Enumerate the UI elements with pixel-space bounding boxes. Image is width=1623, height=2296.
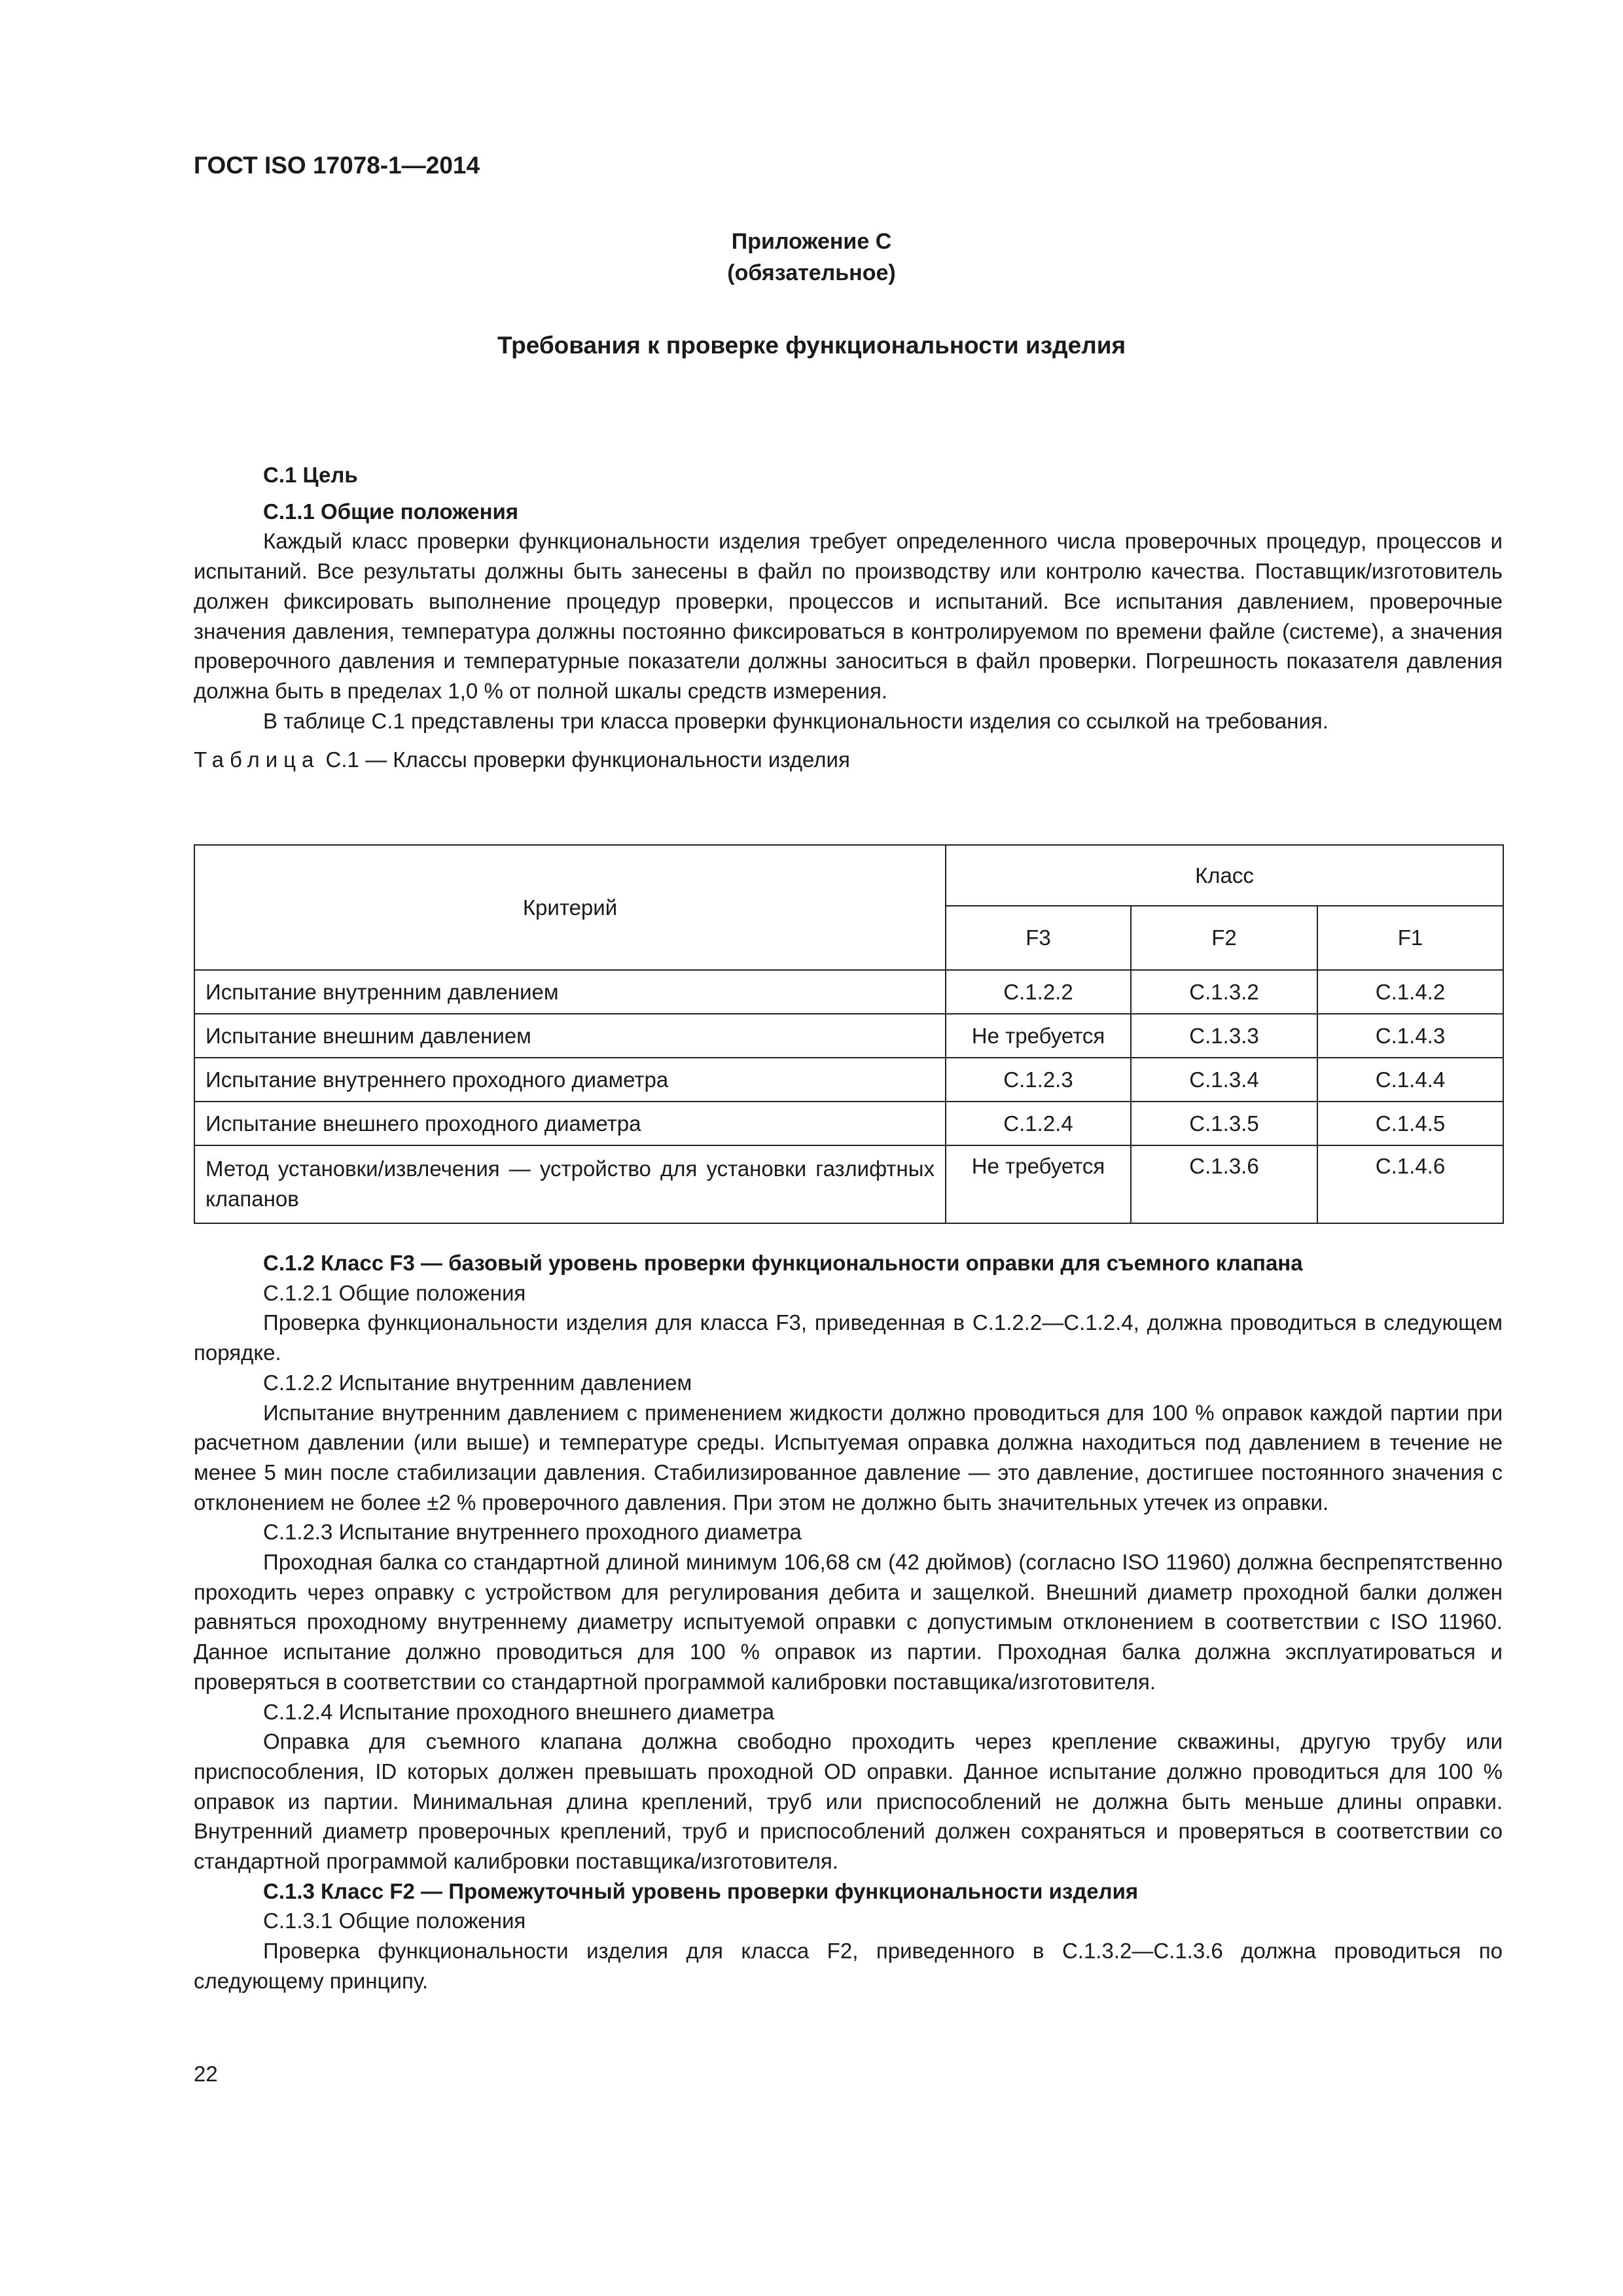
- table-cell-f1: С.1.4.5: [1317, 1102, 1503, 1145]
- section-c123-text: Проходная балка со стандартной длиной минимум 106,68 см (42 дюймов) (согласно ISO 11960) должна беспрепятственно проходить через оправку с устройством для регулирования дебита и защелкой. Внешний диаметр проходной балки должен равняться проходному внутреннему диаметру испытуемой оправки с допустимым отклонением в соответствии с ISO 11960. Данное испытание должно проводиться для 100 % оправок из партии. Проходная балка должна эксплуатироваться и проверяться в соответствии со стандартной программой калибровки поставщика/изготовителя.: [194, 1550, 1503, 1694]
- section-c122-heading: С.1.2.2 Испытание внутренним давлением: [263, 1370, 692, 1395]
- table-cell-f3: С.1.2.3: [946, 1058, 1131, 1102]
- table-caption-word: Таблица: [194, 747, 320, 772]
- section-c1-1-table-reference: В таблице С.1 представлены три класса проверки функциональности изделия со ссылкой на требования.: [263, 708, 1329, 733]
- table-cell-criterion: Испытание внутренним давлением: [194, 970, 946, 1014]
- section-c1-1-heading: С.1.1 Общие положения: [263, 499, 519, 524]
- appendix-title: Требования к проверке функциональности изделия: [497, 332, 1126, 359]
- table-cell-f3: С.1.2.4: [946, 1102, 1131, 1145]
- section-c124-text: Оправка для съемного клапана должна свободно проходить через крепление скважины, другую трубу или приспособления, ID которых должен превышать проходной OD оправки. Данное испытание должно проводиться для 100 % оправок из партии. Минимальная длина креплений, труб или приспособлений не должна быть меньше длины оправки. Внутренний диаметр проверочных креплений, труб и приспособлений должен сохраняться и проверяться в соответствии со стандартной программой калибровки поставщика/изготовителя.: [194, 1729, 1503, 1874]
- table-row: [194, 1014, 1503, 1058]
- table-cell-f1: С.1.4.2: [1317, 970, 1503, 1014]
- table-cell-f2: С.1.3.2: [1131, 970, 1317, 1014]
- table-cell-f3: Не требуется: [946, 1145, 1131, 1223]
- table-cell-f1: С.1.4.6: [1317, 1145, 1503, 1223]
- appendix-heading: [0, 226, 1623, 289]
- table-row: [194, 1102, 1503, 1145]
- section-c121-text: Проверка функциональности изделия для класса F3, приведенная в С.1.2.2—С.1.2.4, должна проводиться в следующем порядке.: [194, 1310, 1503, 1365]
- section-c1-heading: С.1 Цель: [263, 463, 358, 487]
- table-cell-f1: С.1.4.3: [1317, 1014, 1503, 1058]
- section-c123-heading: С.1.2.3 Испытание внутреннего проходного диаметра: [263, 1520, 802, 1545]
- table-row: [194, 1145, 1503, 1223]
- table-cell-f1: С.1.4.4: [1317, 1058, 1503, 1102]
- section-c1: [194, 460, 1503, 775]
- table-cell-f2: С.1.3.4: [1131, 1058, 1317, 1102]
- table-cell-criterion: Испытание внешнего проходного диаметра: [194, 1102, 946, 1145]
- table-c1: [194, 844, 1504, 1224]
- table-header-class: Класс: [946, 845, 1503, 906]
- section-c12-heading: С.1.2 Класс F3 — базовый уровень проверки функциональности оправки для съемного клапана: [263, 1251, 1303, 1275]
- table-cell-criterion: Испытание внутреннего проходного диаметра: [194, 1058, 946, 1102]
- section-c1-1-paragraph: Каждый класс проверки функциональности изделия требует определенного числа проверочных процедур, процессов и испытаний. Все результаты должны быть занесены в файл по производству или контролю качества. Поставщик/изготовитель должен фиксировать выполнение процедур проверки, процессов и испытаний. Все испытания давлением, проверочные значения давления, температура должны постоянно фиксироваться в контролируемом по времени файле (системе), а значения проверочного давления и температурные показатели должны заноситься в файл проверки. Погрешность показателя давления должна быть в пределах 1,0 % от полной шкалы средств измерения.: [194, 529, 1503, 703]
- standard-code: ГОСТ ISO 17078-1—2014: [194, 152, 480, 179]
- section-c121-heading: С.1.2.1 Общие положения: [263, 1280, 526, 1305]
- table-row: [194, 1058, 1503, 1102]
- section-c12: [194, 1248, 1503, 1996]
- section-c131-heading: С.1.3.1 Общие положения: [263, 1909, 526, 1933]
- section-c131-text: Проверка функциональности изделия для класса F2, приведенного в С.1.3.2—С.1.3.6 должна проводиться по следующему принципу.: [194, 1939, 1503, 1993]
- appendix-status: (обязательное): [727, 260, 896, 285]
- table-caption: [194, 745, 1503, 775]
- table-cell-f3: С.1.2.2: [946, 970, 1131, 1014]
- table-cell-criterion: Испытание внешним давлением: [194, 1014, 946, 1058]
- page-number: 22: [194, 2062, 218, 2086]
- table-cell-f2: С.1.3.3: [1131, 1014, 1317, 1058]
- section-c122-text: Испытание внутренним давлением с применением жидкости должно проводиться для 100 % оправок каждой партии при расчетном давлении (или выше) и температуре среды. Испытуемая оправка должна находиться под давлением в течение не менее 5 мин после стабилизации давления. Стабилизированное давление — это давление, достигшее постоянного значения с отклонением не более ±2 % проверочного давления. При этом не должно быть значительных утечек из оправки.: [194, 1400, 1503, 1515]
- table-cell-f2: С.1.3.6: [1131, 1145, 1317, 1223]
- table-row: [194, 970, 1503, 1014]
- section-c13-heading: С.1.3 Класс F2 — Промежуточный уровень проверки функциональности изделия: [263, 1878, 1139, 1903]
- table-header-f3: F3: [946, 906, 1131, 970]
- table-header-criterion: Критерий: [194, 845, 946, 970]
- table-cell-f3: Не требуется: [946, 1014, 1131, 1058]
- table-caption-text: С.1 — Классы проверки функциональности изделия: [319, 747, 850, 772]
- table-header-f2: F2: [1131, 906, 1317, 970]
- table-cell-criterion: Метод установки/извлечения — устройство для установки газлифтных клапанов: [194, 1145, 946, 1223]
- table-header-f1: F1: [1317, 906, 1503, 970]
- table-cell-f2: С.1.3.5: [1131, 1102, 1317, 1145]
- section-c124-heading: С.1.2.4 Испытание проходного внешнего диаметра: [263, 1699, 775, 1724]
- appendix-label: Приложение С: [731, 229, 892, 254]
